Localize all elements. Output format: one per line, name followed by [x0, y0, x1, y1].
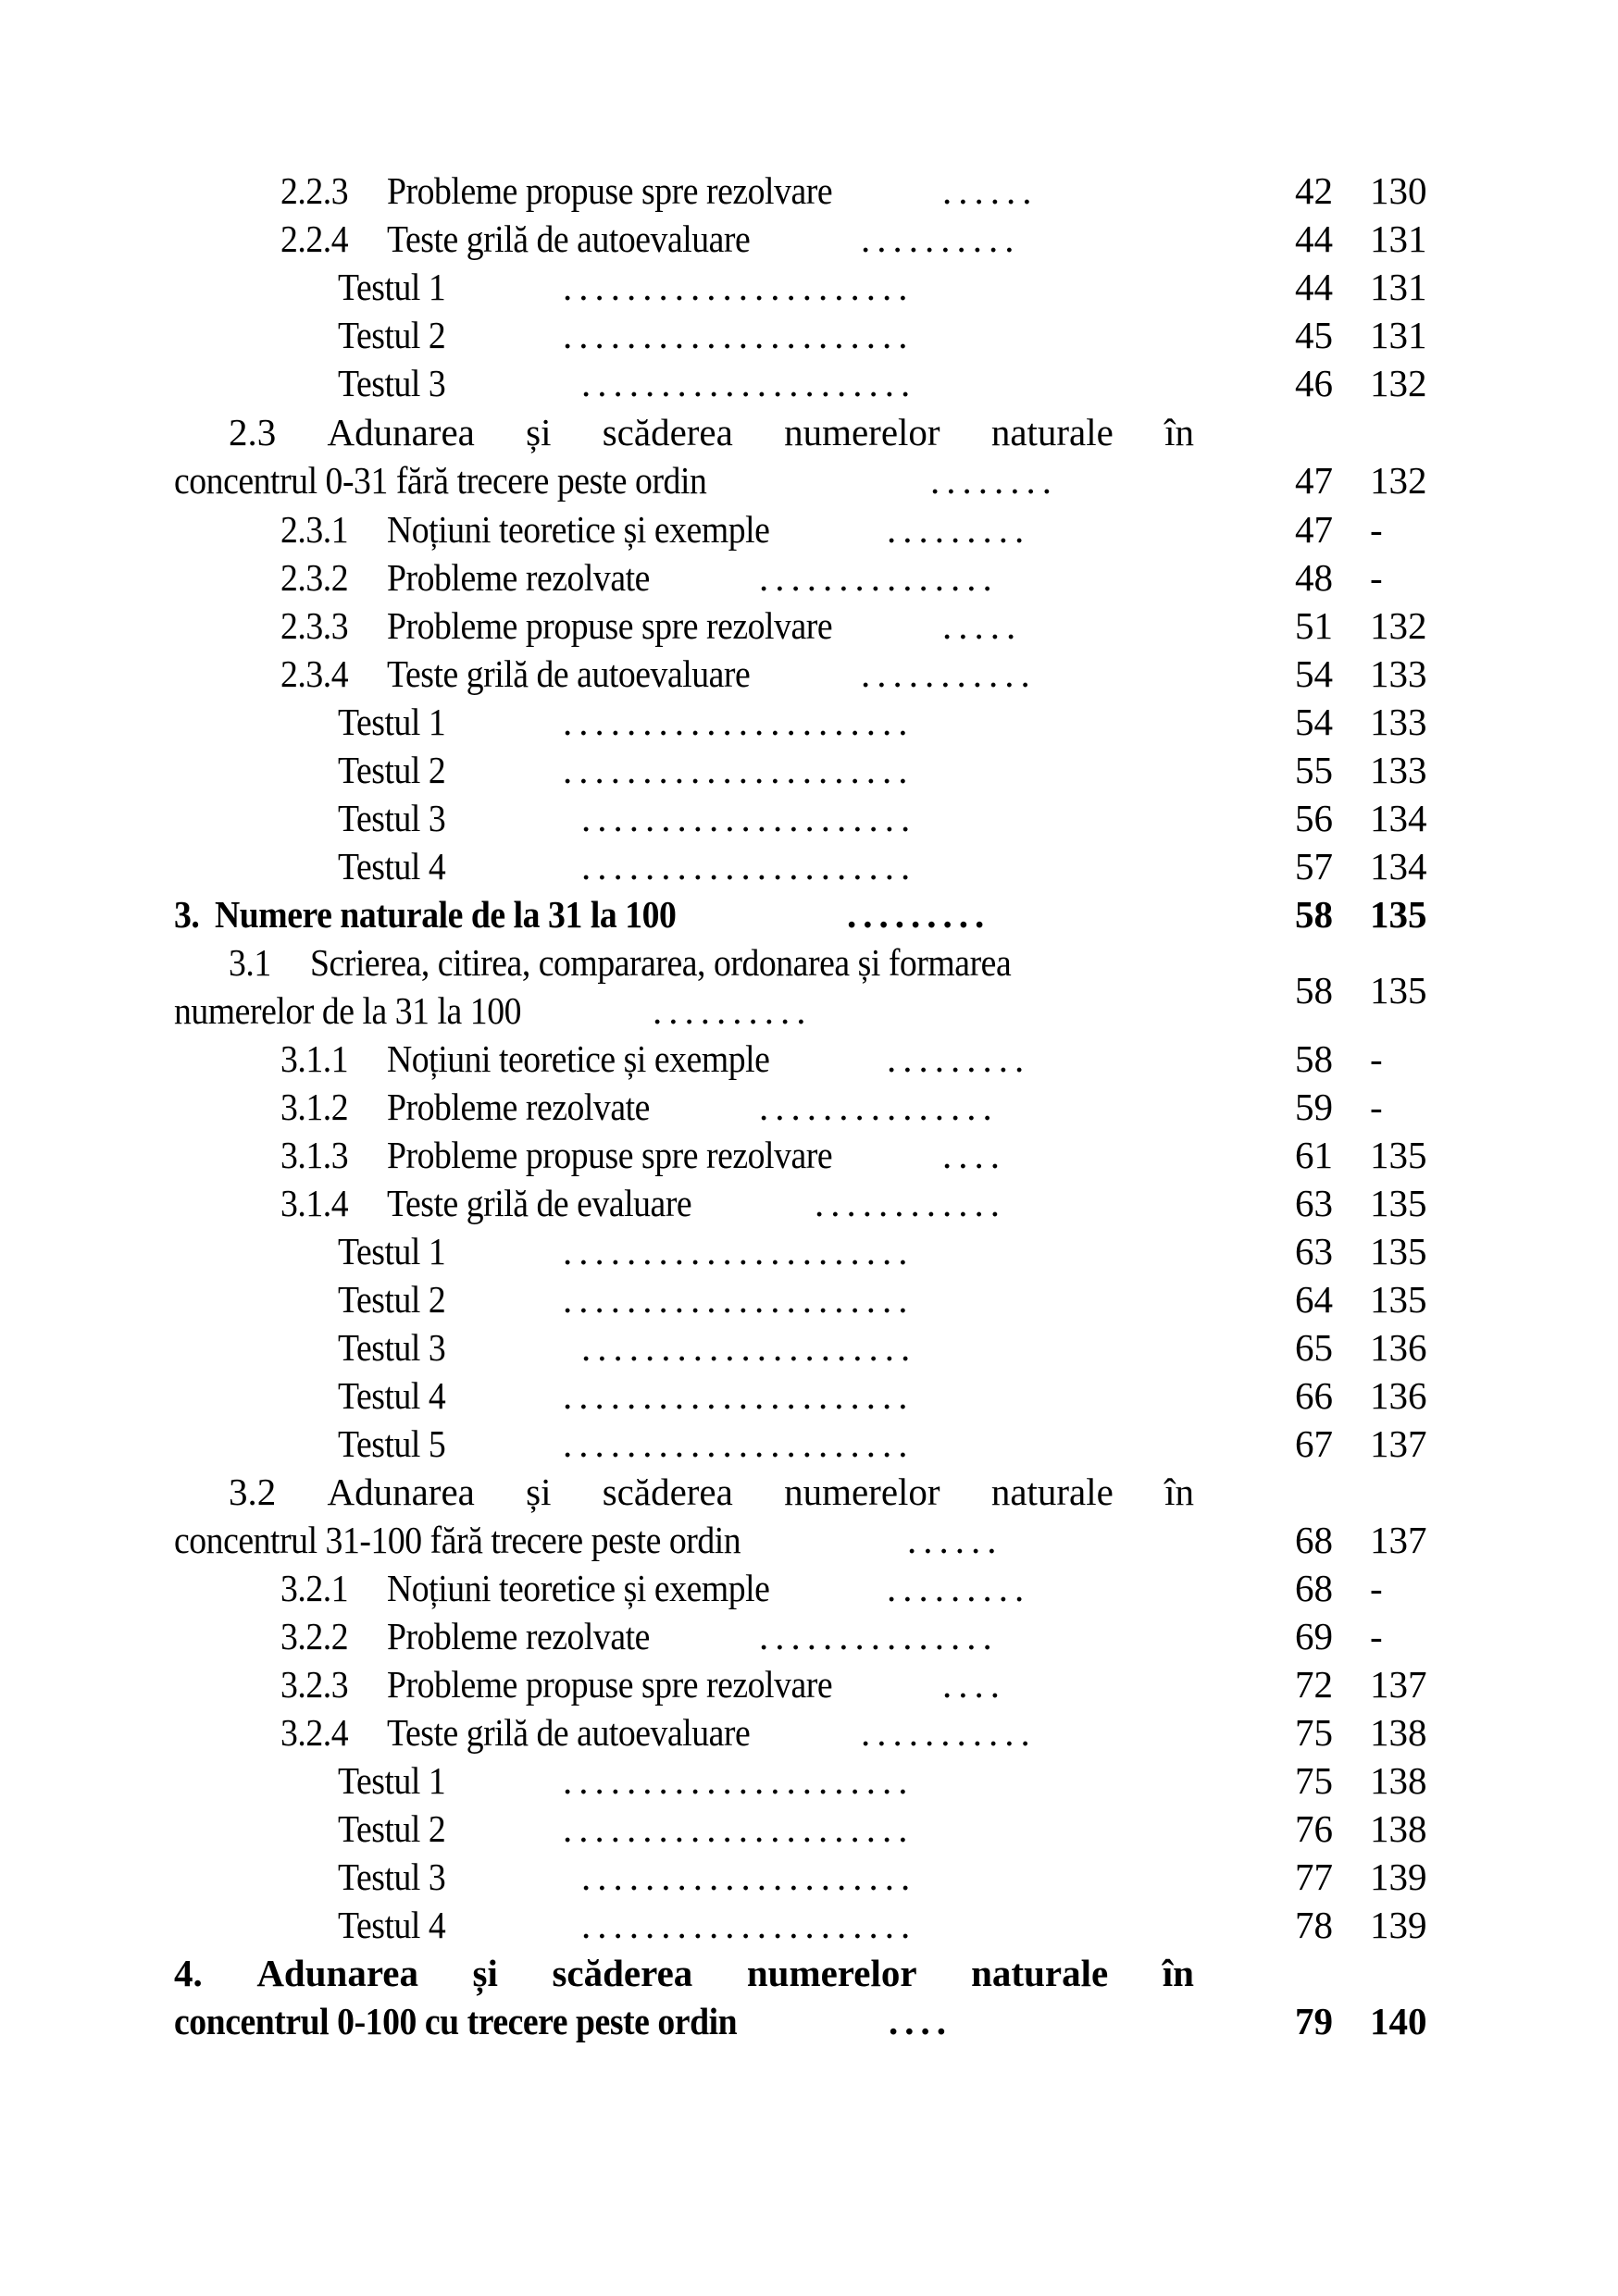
page-number: 44	[1295, 266, 1333, 308]
dot-leader: .........	[847, 893, 991, 936]
toc-entry[interactable]	[0, 746, 1618, 794]
entry-title: Probleme rezolvate	[387, 556, 650, 599]
entry-title-word: scăderea	[602, 411, 733, 453]
entry-title: Testul 4	[338, 1374, 446, 1417]
dot-leader: ......................	[563, 701, 915, 743]
answer-page-number: 140	[1370, 2000, 1427, 2042]
entry-number: 3.	[174, 893, 200, 936]
toc-entry[interactable]	[0, 263, 1618, 311]
answer-page-number: 132	[1370, 604, 1427, 647]
entry-title-line2: concentrul 0-100 cu trecere peste ordin	[174, 2000, 738, 2042]
entry-number: 2.3.3	[280, 604, 349, 647]
dot-leader: .....................	[581, 362, 917, 404]
answer-page-number: 137	[1370, 1422, 1427, 1465]
page-number: 75	[1295, 1759, 1333, 1802]
entry-number: 3.2.4	[280, 1711, 349, 1754]
entry-title-word: scăderea	[602, 1471, 733, 1513]
dot-leader: .....................	[581, 797, 917, 839]
answer-page-number: -	[1370, 1567, 1383, 1609]
page-number: 72	[1295, 1663, 1333, 1706]
entry-title: Noțiuni teoretice și exemple	[387, 508, 770, 551]
dot-leader: .........	[887, 1037, 1031, 1080]
toc-entry[interactable]	[0, 1853, 1618, 1901]
entry-title: Testul 3	[338, 797, 446, 839]
answer-page-number: 138	[1370, 1759, 1427, 1802]
toc-entry[interactable]	[0, 1131, 1618, 1179]
answer-page-number: -	[1370, 508, 1383, 551]
answer-page-number: 131	[1370, 314, 1427, 356]
entry-title: Noțiuni teoretice și exemple	[387, 1567, 770, 1609]
toc-entry[interactable]	[0, 1756, 1618, 1805]
toc-entry[interactable]	[0, 553, 1618, 602]
toc-entry-pages	[0, 966, 1618, 1014]
toc-entry[interactable]	[0, 794, 1618, 842]
entry-title-word: Adunarea	[327, 411, 475, 453]
answer-page-number: 134	[1370, 845, 1427, 887]
dot-leader: ......................	[563, 1759, 915, 1802]
dot-leader: ......................	[563, 266, 915, 308]
entry-title-word: și	[526, 1471, 552, 1513]
entry-number: 3.1.3	[280, 1134, 349, 1176]
page-number: 63	[1295, 1182, 1333, 1224]
answer-page-number: -	[1370, 1086, 1383, 1128]
dot-leader: ......................	[563, 1807, 915, 1850]
entry-title: Probleme rezolvate	[387, 1615, 650, 1657]
answer-page-number: 136	[1370, 1374, 1427, 1417]
page-number: 58	[1295, 969, 1333, 1011]
dot-leader: .....................	[581, 1904, 917, 1946]
toc-entry[interactable]	[0, 1997, 1618, 2045]
entry-number: 3.2.2	[280, 1615, 349, 1657]
answer-page-number: 133	[1370, 749, 1427, 791]
toc-entry[interactable]	[0, 1660, 1618, 1708]
dot-leader: ...............	[759, 556, 999, 599]
answer-page-number: 131	[1370, 266, 1427, 308]
dot-leader: ...............	[759, 1615, 999, 1657]
toc-entry[interactable]	[0, 1420, 1618, 1468]
dot-leader: ....	[889, 2000, 952, 2042]
page-number: 76	[1295, 1807, 1333, 1850]
entry-title: Teste grilă de autoevaluare	[387, 652, 751, 695]
dot-leader: ......................	[563, 1374, 915, 1417]
page-number: 42	[1295, 169, 1333, 212]
page-number: 63	[1295, 1230, 1333, 1272]
answer-page-number: 135	[1370, 1278, 1427, 1321]
answer-page-number: -	[1370, 1615, 1383, 1657]
dot-leader: .....................	[581, 1326, 917, 1369]
entry-title-word: numerelor	[746, 1952, 917, 1994]
answer-page-number: 139	[1370, 1855, 1427, 1898]
entry-title: Testul 3	[338, 362, 446, 404]
page-number: 59	[1295, 1086, 1333, 1128]
entry-title-word: naturale	[971, 1952, 1109, 1994]
page-number: 68	[1295, 1519, 1333, 1561]
answer-page-number: 134	[1370, 797, 1427, 839]
dot-leader: ...........	[861, 1711, 1037, 1754]
entry-title: Numere naturale de la 31 la 100	[215, 893, 677, 936]
page-number: 55	[1295, 749, 1333, 791]
page-number: 79	[1295, 2000, 1333, 2042]
answer-page-number: 138	[1370, 1807, 1427, 1850]
dot-leader: ......	[942, 169, 1039, 212]
entry-title: Testul 5	[338, 1422, 446, 1465]
page-number: 65	[1295, 1326, 1333, 1369]
dot-leader: .....	[942, 604, 1023, 647]
page-number: 75	[1295, 1711, 1333, 1754]
entry-title: Teste grilă de autoevaluare	[387, 217, 751, 260]
answer-page-number: 139	[1370, 1904, 1427, 1946]
page-number: 58	[1295, 1037, 1333, 1080]
dot-leader: ........	[930, 459, 1058, 502]
page-number: 47	[1295, 508, 1333, 551]
entry-title: Testul 3	[338, 1326, 446, 1369]
dot-leader: ...........	[861, 652, 1037, 695]
answer-page-number: 135	[1370, 1230, 1427, 1272]
page-number: 45	[1295, 314, 1333, 356]
answer-page-number: 133	[1370, 652, 1427, 695]
entry-title-line1	[174, 408, 1194, 456]
page-number: 47	[1295, 459, 1333, 502]
entry-title-word: în	[1164, 1471, 1194, 1513]
dot-leader: ....	[942, 1663, 1006, 1706]
page-number: 78	[1295, 1904, 1333, 1946]
entry-title: Testul 2	[338, 1807, 446, 1850]
entry-title: Testul 1	[338, 1230, 446, 1272]
toc-entry[interactable]	[0, 602, 1618, 650]
page-number: 48	[1295, 556, 1333, 599]
entry-number: 2.2.4	[280, 217, 349, 260]
dot-leader: ......................	[563, 1278, 915, 1321]
entry-title-line1	[174, 1949, 1194, 1997]
entry-title-line2: concentrul 31-100 fără trecere peste ordin	[174, 1519, 741, 1561]
entry-number: 2.3.1	[280, 508, 349, 551]
entry-title-line1	[174, 1468, 1194, 1516]
answer-page-number: 135	[1370, 1182, 1427, 1224]
entry-number: 2.3.4	[280, 652, 349, 695]
entry-number: 3.1.2	[280, 1086, 349, 1128]
entry-title: Testul 1	[338, 266, 446, 308]
dot-leader: ....	[942, 1134, 1006, 1176]
dot-leader: .........	[887, 508, 1031, 551]
toc-entry-line1[interactable]	[0, 1468, 1618, 1516]
dot-leader: ..........	[861, 217, 1021, 260]
dot-leader: ......	[907, 1519, 1003, 1561]
toc-entry[interactable]	[0, 1275, 1618, 1323]
entry-title: Teste grilă de autoevaluare	[387, 1711, 751, 1754]
entry-title: Testul 1	[338, 701, 446, 743]
page-number: 64	[1295, 1278, 1333, 1321]
dot-leader: ......................	[563, 1422, 915, 1465]
entry-title: Testul 4	[338, 845, 446, 887]
toc-entry[interactable]	[0, 1612, 1618, 1660]
page-number: 67	[1295, 1422, 1333, 1465]
toc-entry[interactable]	[0, 1371, 1618, 1420]
entry-title-word: în	[1162, 1952, 1194, 1994]
entry-title-word: Adunarea	[256, 1952, 418, 1994]
toc-entry[interactable]	[0, 505, 1618, 553]
entry-title-word: scăderea	[552, 1952, 693, 1994]
entry-title-word: și	[526, 411, 552, 453]
entry-title-word: în	[1164, 411, 1194, 453]
page-number: 68	[1295, 1567, 1333, 1609]
entry-title: Testul 1	[338, 1759, 446, 1802]
page-number: 51	[1295, 604, 1333, 647]
entry-number: 3.1.4	[280, 1182, 349, 1224]
dot-leader: .........	[887, 1567, 1031, 1609]
dot-leader: ............	[815, 1182, 1006, 1224]
dot-leader: ......................	[563, 749, 915, 791]
toc-entry[interactable]	[0, 1516, 1618, 1564]
entry-title: Testul 4	[338, 1904, 446, 1946]
page-number: 54	[1295, 652, 1333, 695]
dot-leader: ...............	[759, 1086, 999, 1128]
dot-leader: ..........	[653, 989, 813, 1032]
entry-title: Probleme propuse spre rezolvare	[387, 1663, 833, 1706]
toc-entry-line1[interactable]	[0, 1949, 1618, 1997]
entry-number: 2.2.3	[280, 169, 349, 212]
entry-title-line2: numerelor de la 31 la 100	[174, 989, 522, 1032]
answer-page-number: -	[1370, 556, 1383, 599]
dot-leader: ......................	[563, 314, 915, 356]
entry-number: 3.1.1	[280, 1037, 349, 1080]
toc-entry[interactable]	[0, 359, 1618, 407]
dot-leader: ......................	[563, 1230, 915, 1272]
answer-page-number: 138	[1370, 1711, 1427, 1754]
entry-number: 3.1	[229, 941, 271, 984]
entry-number: 3.2	[229, 1471, 277, 1513]
dot-leader: .....................	[581, 845, 917, 887]
entry-title: Noțiuni teoretice și exemple	[387, 1037, 770, 1080]
entry-title-word: naturale	[990, 1471, 1114, 1513]
toc-entry[interactable]	[0, 1708, 1618, 1756]
dot-leader: .....................	[581, 1855, 917, 1898]
toc-entry[interactable]	[0, 650, 1618, 698]
answer-page-number: 130	[1370, 169, 1427, 212]
toc-entry[interactable]	[0, 311, 1618, 359]
answer-page-number: 132	[1370, 362, 1427, 404]
page-number: 58	[1295, 893, 1333, 936]
answer-page-number: 131	[1370, 217, 1427, 260]
toc-entry[interactable]	[0, 167, 1618, 215]
toc-entry-line1[interactable]	[0, 408, 1618, 456]
answer-page-number: 132	[1370, 459, 1427, 502]
page-number: 61	[1295, 1134, 1333, 1176]
entry-title-word: și	[472, 1952, 498, 1994]
entry-number: 2.3.2	[280, 556, 349, 599]
entry-title-word: Adunarea	[327, 1471, 475, 1513]
answer-page-number: 135	[1370, 969, 1427, 1011]
page-number: 66	[1295, 1374, 1333, 1417]
entry-title: Testul 2	[338, 749, 446, 791]
toc-entry[interactable]	[0, 1227, 1618, 1275]
toc-entry[interactable]	[0, 1035, 1618, 1083]
toc-entry[interactable]	[0, 1323, 1618, 1371]
entry-title: Testul 3	[338, 1855, 446, 1898]
page-number: 44	[1295, 217, 1333, 260]
page-number: 54	[1295, 701, 1333, 743]
toc-entry[interactable]	[0, 698, 1618, 746]
toc-entry[interactable]	[0, 215, 1618, 263]
entry-title-line1: Scrierea, citirea, compararea, ordonarea și formarea	[310, 941, 1012, 984]
entry-title: Testul 2	[338, 314, 446, 356]
entry-number: 4.	[174, 1952, 203, 1994]
entry-title: Probleme propuse spre rezolvare	[387, 169, 833, 212]
page-number: 46	[1295, 362, 1333, 404]
toc-entry[interactable]	[0, 456, 1618, 504]
entry-title-word: naturale	[990, 411, 1114, 453]
page-number: 69	[1295, 1615, 1333, 1657]
toc-entry[interactable]	[0, 1083, 1618, 1131]
entry-title: Probleme rezolvate	[387, 1086, 650, 1128]
entry-title: Probleme propuse spre rezolvare	[387, 1134, 833, 1176]
page-number: 56	[1295, 797, 1333, 839]
page-number: 57	[1295, 845, 1333, 887]
toc-entry[interactable]	[0, 1805, 1618, 1853]
entry-number: 3.2.1	[280, 1567, 349, 1609]
entry-number: 3.2.3	[280, 1663, 349, 1706]
page-number: 77	[1295, 1855, 1333, 1898]
toc-entry[interactable]	[0, 890, 1618, 938]
answer-page-number: 135	[1370, 1134, 1427, 1176]
entry-title-word: numerelor	[784, 411, 940, 453]
toc-entry[interactable]	[0, 1564, 1618, 1612]
answer-page-number: 135	[1370, 893, 1427, 936]
entry-title-word: numerelor	[784, 1471, 940, 1513]
entry-title: Probleme propuse spre rezolvare	[387, 604, 833, 647]
answer-page-number: 133	[1370, 701, 1427, 743]
entry-title-line2: concentrul 0-31 fără trecere peste ordin	[174, 459, 707, 502]
toc-entry[interactable]	[0, 1901, 1618, 1949]
answer-page-number: -	[1370, 1037, 1383, 1080]
entry-title: Testul 2	[338, 1278, 446, 1321]
answer-page-number: 137	[1370, 1519, 1427, 1561]
toc-entry[interactable]	[0, 842, 1618, 890]
entry-title: Teste grilă de evaluare	[387, 1182, 692, 1224]
entry-number: 2.3	[229, 411, 277, 453]
answer-page-number: 137	[1370, 1663, 1427, 1706]
toc-entry[interactable]	[0, 1179, 1618, 1227]
answer-page-number: 136	[1370, 1326, 1427, 1369]
